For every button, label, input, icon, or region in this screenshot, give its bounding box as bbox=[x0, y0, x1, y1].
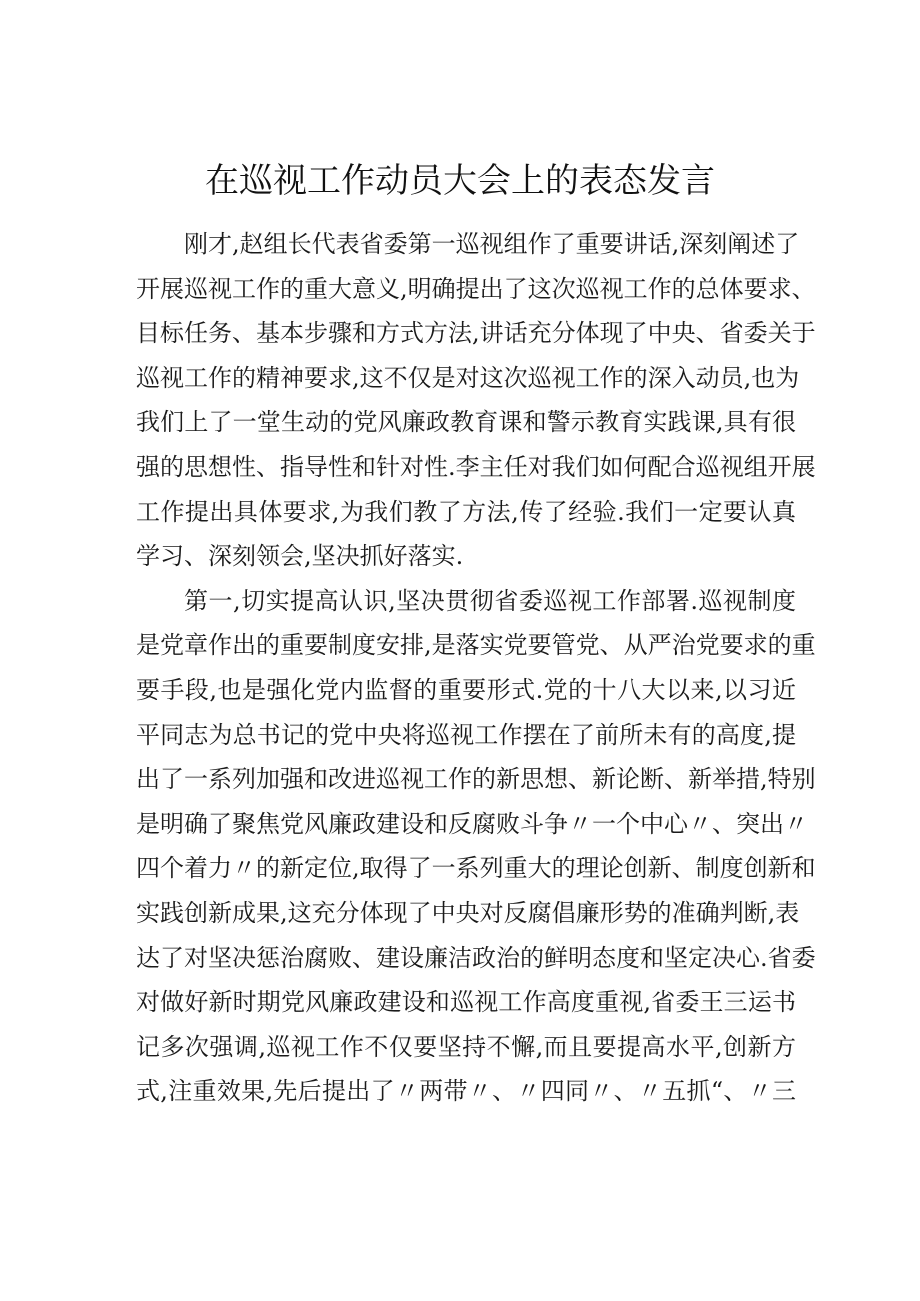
paragraph-line: 式,注重效果,先后提出了〃两带〃、〃四同〃、〃五抓“、〃三 bbox=[136, 1077, 796, 1106]
paragraph-line: 学习、深刻领会,坚决抓好落实. bbox=[136, 542, 464, 571]
paragraph-line: 对做好新时期党风廉政建设和巡视工作高度重视,省委王三运书 bbox=[136, 988, 796, 1017]
paragraph-line: 目标任务、基本步骤和方式方法,讲话充分体现了中央、省委关于 bbox=[136, 319, 816, 348]
paragraph-line: 第一,切实提高认识,坚决贯彻省委巡视工作部署.巡视制度 bbox=[184, 586, 796, 615]
paragraph-line: 刚才,赵组长代表省委第一巡视组作了重要讲话,深刻阐述了 bbox=[184, 230, 800, 258]
paragraph-line: 我们上了一堂生动的党风廉政教育课和警示教育实践课,具有很 bbox=[136, 408, 796, 437]
paragraph-line: 出了一系列加强和改进巡视工作的新思想、新论断、新举措,特别 bbox=[136, 765, 816, 794]
paragraph-line: 记多次强调,巡视工作不仅要坚持不懈,而且要提高水平,创新方 bbox=[136, 1032, 796, 1061]
paragraph-line: 是明确了聚焦党风廉政建设和反腐败斗争〃一个中心〃、突出〃 bbox=[136, 809, 808, 838]
paragraph-line: 是党章作出的重要制度安排,是落实党要管党、从严治党要求的重 bbox=[136, 631, 816, 660]
paragraph-2 bbox=[136, 579, 816, 1114]
paragraph-line: 四个着力〃的新定位,取得了一系列重大的理论创新、制度创新和 bbox=[136, 854, 816, 883]
document-body bbox=[136, 222, 816, 1114]
paragraph-line: 实践创新成果,这充分体现了中央对反腐倡廉形势的准确判断,表 bbox=[136, 898, 800, 927]
paragraph-line: 强的思想性、指导性和针对性.李主任对我们如何配合巡视组开展 bbox=[136, 452, 816, 481]
paragraph-line: 要手段,也是强化党内监督的重要形式.党的十八大以来,以习近 bbox=[136, 675, 796, 704]
paragraph-line: 平同志为总书记的党中央将巡视工作摆在了前所未有的高度,提 bbox=[136, 720, 796, 749]
paragraph-line: 工作提出具体要求,为我们教了方法,传了经验.我们一定要认真 bbox=[136, 497, 796, 526]
document-title: 在巡视工作动员大会上的表态发言 bbox=[205, 161, 715, 201]
paragraph-line: 达了对坚决惩治腐败、建设廉洁政治的鲜明态度和坚定决心.省委 bbox=[136, 943, 816, 972]
paragraph-line: 巡视工作的精神要求,这不仅是对这次巡视工作的深入动员,也为 bbox=[136, 363, 800, 392]
paragraph-line: 开展巡视工作的重大意义,明确提出了这次巡视工作的总体要求、 bbox=[136, 274, 816, 303]
paragraph-1 bbox=[136, 222, 816, 579]
